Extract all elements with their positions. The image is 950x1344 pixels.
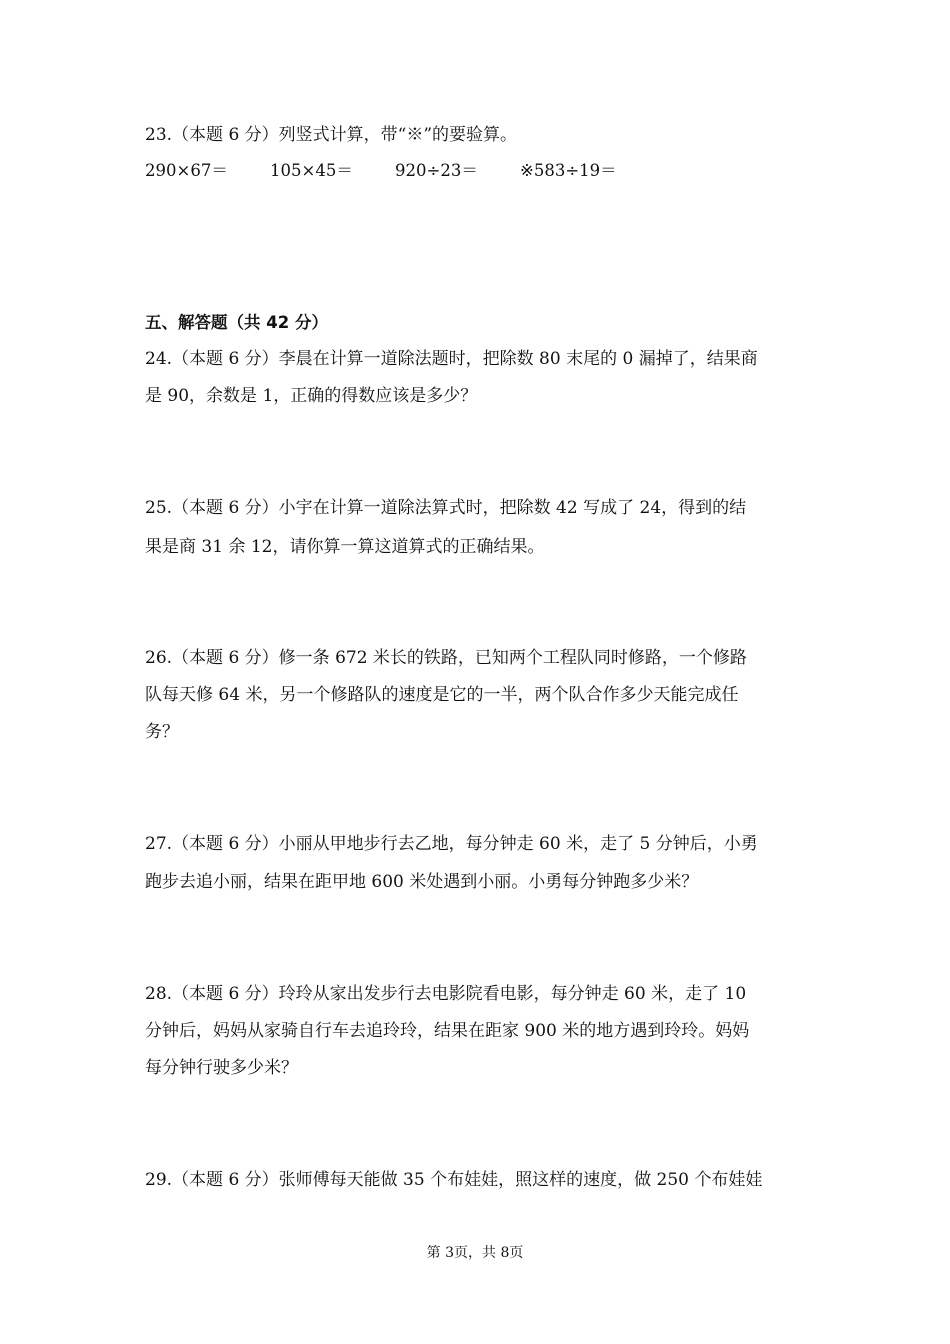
question-26-line-3: 务？ [145, 722, 179, 742]
question-23-calculations [145, 159, 845, 183]
question-28-line-1: 28.（本题 6 分）玲玲从家出发步行去电影院看电影，每分钟走 60 米，走了 10 [145, 984, 747, 1004]
question-28-line-3: 每分钟行驶多少米？ [145, 1058, 298, 1078]
question-23-title: 23.（本题 6 分）列竖式计算，带“※”的要验算。 [145, 125, 518, 145]
question-29-line-1: 29.（本题 6 分）张师傅每天能做 35 个布娃娃，照这样的速度，做 250 个布娃娃 [145, 1170, 763, 1190]
calc-item-2: 105×45＝ [270, 161, 353, 180]
question-28-line-2: 分钟后，妈妈从家骑自行车去追玲玲，结果在距家 900 米的地方遇到玲玲。妈妈 [145, 1021, 750, 1041]
question-26-line-2: 队每天修 64 米，另一个修路队的速度是它的一半，两个队合作多少天能完成任 [145, 685, 739, 705]
calc-item-4: ※583÷19＝ [520, 161, 617, 180]
question-26-line-1: 26.（本题 6 分）修一条 672 米长的铁路，已知两个工程队同时修路，一个修路 [145, 648, 747, 668]
question-24-line-1: 24.（本题 6 分）李晨在计算一道除法题时，把除数 80 末尾的 0 漏掉了，结果商 [145, 349, 758, 369]
question-24-line-2: 是 90，余数是 1，正确的得数应该是多少？ [145, 386, 478, 406]
question-25-line-1: 25.（本题 6 分）小宇在计算一道除法算式时，把除数 42 写成了 24，得到的结 [145, 498, 747, 518]
calc-item-3: 920÷23＝ [395, 161, 478, 180]
page-number-footer: 第 3页，共 8页 [426, 1245, 524, 1261]
question-27-line-1: 27.（本题 6 分）小丽从甲地步行去乙地，每分钟走 60 米，走了 5 分钟后，小勇 [145, 834, 758, 854]
question-25-line-2: 果是商 31 余 12，请你算一算这道算式的正确结果。 [145, 537, 545, 557]
question-27-line-2: 跑步去追小丽，结果在距甲地 600 米处遇到小丽。小勇每分钟跑多少米？ [145, 872, 699, 892]
section-heading: 五、解答题（共 42 分） [145, 313, 328, 332]
calc-item-1: 290×67＝ [145, 161, 228, 180]
